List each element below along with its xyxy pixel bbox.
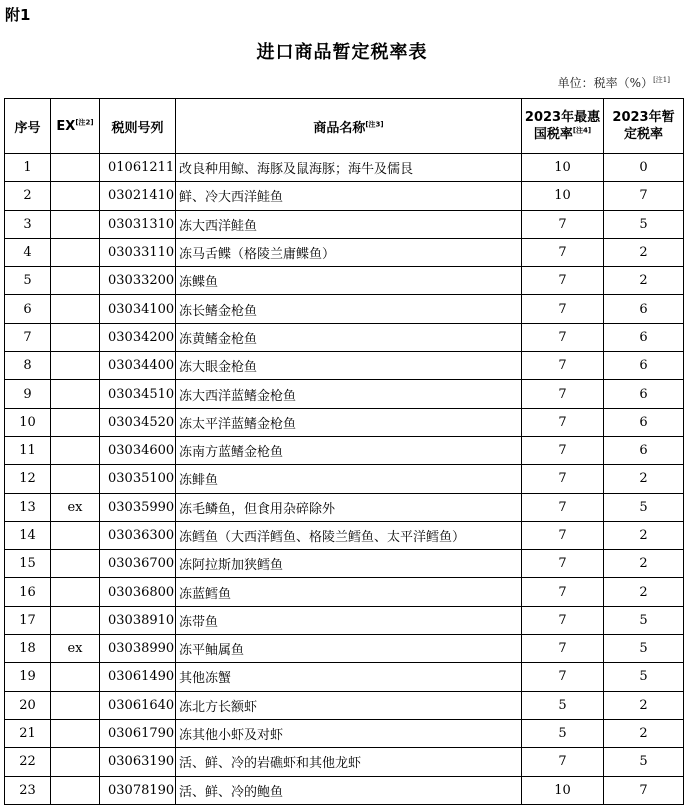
cell-temp-rate: 5: [604, 606, 684, 634]
cell-seq: 12: [5, 465, 51, 493]
table-row: [5, 719, 684, 747]
cell-temp-rate: 7: [604, 182, 684, 210]
cell-seq: 18: [5, 635, 51, 663]
cell-mfn-rate: 10: [522, 182, 604, 210]
cell-name: 冻大眼金枪鱼: [176, 352, 522, 380]
cell-mfn-rate: 7: [522, 521, 604, 549]
document-title: 进口商品暂定税率表: [256, 42, 428, 63]
header-ex-label: EX: [56, 118, 76, 134]
cell-name: 冻太平洋蓝鳍金枪鱼: [176, 408, 522, 436]
cell-seq: 7: [5, 323, 51, 351]
header-ex-note: [注2]: [75, 118, 94, 127]
cell-name: 活、鲜、冷的鲍鱼: [176, 776, 522, 804]
cell-name: 冻鲱鱼: [176, 465, 522, 493]
cell-ex: [51, 578, 100, 606]
cell-name: 冻长鳍金枪鱼: [176, 295, 522, 323]
cell-seq: 6: [5, 295, 51, 323]
cell-temp-rate: 6: [604, 295, 684, 323]
table-row: [5, 210, 684, 238]
cell-seq: 23: [5, 776, 51, 804]
cell-ex: ex: [51, 493, 100, 521]
annex-label: 附1: [5, 6, 31, 24]
cell-mfn-rate: 7: [522, 578, 604, 606]
table-row: [5, 776, 684, 804]
cell-ex: [51, 352, 100, 380]
cell-ex: [51, 465, 100, 493]
table-row: [5, 295, 684, 323]
table-row: [5, 691, 684, 719]
cell-ex: [51, 267, 100, 295]
cell-code: 03035990: [100, 493, 176, 521]
cell-seq: 16: [5, 578, 51, 606]
cell-seq: 20: [5, 691, 51, 719]
header-name-note: [注3]: [365, 120, 384, 129]
cell-mfn-rate: 5: [522, 719, 604, 747]
cell-temp-rate: 2: [604, 578, 684, 606]
cell-seq: 22: [5, 748, 51, 776]
cell-mfn-rate: 7: [522, 267, 604, 295]
cell-temp-rate: 6: [604, 380, 684, 408]
cell-name: 冻大西洋鲑鱼: [176, 210, 522, 238]
cell-temp-rate: 2: [604, 521, 684, 549]
cell-name: 冻阿拉斯加狭鳕鱼: [176, 550, 522, 578]
cell-name: 鲜、冷大西洋鲑鱼: [176, 182, 522, 210]
cell-seq: 19: [5, 663, 51, 691]
header-mfn-label: 2023年最惠国税率: [524, 110, 601, 142]
cell-temp-rate: 7: [604, 776, 684, 804]
cell-code: 03061790: [100, 719, 176, 747]
cell-seq: 8: [5, 352, 51, 380]
header-name: [176, 99, 522, 154]
cell-ex: [51, 408, 100, 436]
cell-code: 03033110: [100, 238, 176, 266]
table-row: [5, 663, 684, 691]
cell-temp-rate: 6: [604, 408, 684, 436]
cell-temp-rate: 5: [604, 210, 684, 238]
cell-code: 01061211: [100, 154, 176, 182]
cell-temp-rate: 5: [604, 493, 684, 521]
cell-name: 冻带鱼: [176, 606, 522, 634]
cell-ex: ex: [51, 635, 100, 663]
header-ex: [51, 99, 100, 154]
table-body: [5, 154, 684, 805]
cell-mfn-rate: 7: [522, 408, 604, 436]
cell-name: 其他冻蟹: [176, 663, 522, 691]
cell-seq: 1: [5, 154, 51, 182]
table-row: [5, 550, 684, 578]
cell-code: 03063190: [100, 748, 176, 776]
cell-temp-rate: 2: [604, 691, 684, 719]
cell-code: 03034100: [100, 295, 176, 323]
table-row: [5, 521, 684, 549]
header-name-label: 商品名称: [313, 120, 366, 136]
cell-ex: [51, 748, 100, 776]
cell-seq: 13: [5, 493, 51, 521]
table-row: [5, 635, 684, 663]
cell-mfn-rate: 7: [522, 436, 604, 464]
cell-mfn-rate: 7: [522, 635, 604, 663]
cell-ex: [51, 154, 100, 182]
table-row: [5, 154, 684, 182]
cell-code: 03036800: [100, 578, 176, 606]
cell-temp-rate: 6: [604, 436, 684, 464]
cell-ex: [51, 663, 100, 691]
cell-name: 冻黄鳍金枪鱼: [176, 323, 522, 351]
cell-temp-rate: 5: [604, 663, 684, 691]
cell-ex: [51, 521, 100, 549]
cell-mfn-rate: 7: [522, 323, 604, 351]
cell-code: 03034510: [100, 380, 176, 408]
cell-ex: [51, 606, 100, 634]
cell-name: 改良种用鲸、海豚及鼠海豚；海牛及儒艮: [176, 154, 522, 182]
cell-mfn-rate: 7: [522, 550, 604, 578]
cell-name: 冻其他小虾及对虾: [176, 719, 522, 747]
cell-seq: 21: [5, 719, 51, 747]
cell-temp-rate: 5: [604, 748, 684, 776]
cell-name: 冻鲽鱼: [176, 267, 522, 295]
table-row: [5, 493, 684, 521]
cell-code: 03031310: [100, 210, 176, 238]
cell-seq: 2: [5, 182, 51, 210]
cell-code: 03061640: [100, 691, 176, 719]
cell-ex: [51, 550, 100, 578]
cell-ex: [51, 323, 100, 351]
cell-seq: 14: [5, 521, 51, 549]
cell-name: 冻鳕鱼（大西洋鳕鱼、格陵兰鳕鱼、太平洋鳕鱼）: [176, 521, 522, 549]
cell-name: 冻毛鳞鱼，但食用杂碎除外: [176, 493, 522, 521]
cell-ex: [51, 719, 100, 747]
cell-ex: [51, 380, 100, 408]
cell-name: 冻北方长额虾: [176, 691, 522, 719]
cell-code: 03061490: [100, 663, 176, 691]
cell-ex: [51, 210, 100, 238]
unit-note: [注1]: [653, 76, 670, 84]
cell-name: 冻马舌鲽（格陵兰庸鲽鱼）: [176, 238, 522, 266]
cell-seq: 5: [5, 267, 51, 295]
cell-mfn-rate: 7: [522, 238, 604, 266]
cell-mfn-rate: 5: [522, 691, 604, 719]
cell-temp-rate: 0: [604, 154, 684, 182]
cell-seq: 3: [5, 210, 51, 238]
table-row: [5, 465, 684, 493]
cell-ex: [51, 295, 100, 323]
cell-seq: 17: [5, 606, 51, 634]
cell-code: 03036300: [100, 521, 176, 549]
cell-mfn-rate: 7: [522, 493, 604, 521]
cell-code: 03036700: [100, 550, 176, 578]
table-row: [5, 352, 684, 380]
cell-code: 03034520: [100, 408, 176, 436]
table-row: [5, 606, 684, 634]
header-code: 税则号列: [100, 99, 176, 154]
cell-name: 冻大西洋蓝鳍金枪鱼: [176, 380, 522, 408]
cell-mfn-rate: 7: [522, 465, 604, 493]
header-mfn-rate: [522, 99, 604, 154]
cell-mfn-rate: 7: [522, 748, 604, 776]
cell-temp-rate: 2: [604, 465, 684, 493]
cell-name: 冻蓝鳕鱼: [176, 578, 522, 606]
cell-code: 03035100: [100, 465, 176, 493]
cell-name: 活、鲜、冷的岩礁虾和其他龙虾: [176, 748, 522, 776]
cell-mfn-rate: 7: [522, 606, 604, 634]
table-row: [5, 267, 684, 295]
cell-seq: 11: [5, 436, 51, 464]
cell-mfn-rate: 10: [522, 154, 604, 182]
cell-seq: 15: [5, 550, 51, 578]
cell-seq: 4: [5, 238, 51, 266]
table-row: [5, 578, 684, 606]
cell-name: 冻南方蓝鳍金枪鱼: [176, 436, 522, 464]
cell-ex: [51, 691, 100, 719]
cell-code: 03078190: [100, 776, 176, 804]
cell-ex: [51, 238, 100, 266]
table-row: [5, 380, 684, 408]
table-row: [5, 182, 684, 210]
table-row: [5, 408, 684, 436]
tariff-table: [4, 98, 684, 805]
cell-ex: [51, 436, 100, 464]
cell-code: 03038910: [100, 606, 176, 634]
cell-ex: [51, 182, 100, 210]
cell-temp-rate: 6: [604, 323, 684, 351]
cell-mfn-rate: 7: [522, 380, 604, 408]
cell-seq: 9: [5, 380, 51, 408]
cell-code: 03034200: [100, 323, 176, 351]
table-row: [5, 748, 684, 776]
cell-code: 03034400: [100, 352, 176, 380]
cell-mfn-rate: 7: [522, 352, 604, 380]
cell-code: 03033200: [100, 267, 176, 295]
cell-temp-rate: 6: [604, 352, 684, 380]
unit-label: [558, 74, 670, 91]
table-row: [5, 436, 684, 464]
cell-temp-rate: 2: [604, 238, 684, 266]
cell-mfn-rate: 7: [522, 210, 604, 238]
table-row: [5, 323, 684, 351]
cell-temp-rate: 5: [604, 635, 684, 663]
header-seq: 序号: [5, 99, 51, 154]
unit-text: 单位：税率（%）: [557, 76, 654, 90]
cell-mfn-rate: 10: [522, 776, 604, 804]
table-header-row: [5, 99, 684, 154]
cell-seq: 10: [5, 408, 51, 436]
cell-code: 03021410: [100, 182, 176, 210]
cell-code: 03038990: [100, 635, 176, 663]
header-mfn-note: [注4]: [572, 126, 592, 135]
cell-temp-rate: 2: [604, 719, 684, 747]
cell-ex: [51, 776, 100, 804]
cell-mfn-rate: 7: [522, 295, 604, 323]
cell-temp-rate: 2: [604, 267, 684, 295]
header-temp-rate: 2023年暂定税率: [604, 99, 684, 154]
cell-name: 冻平鲉属鱼: [176, 635, 522, 663]
table-row: [5, 238, 684, 266]
cell-code: 03034600: [100, 436, 176, 464]
cell-mfn-rate: 7: [522, 663, 604, 691]
cell-temp-rate: 2: [604, 550, 684, 578]
